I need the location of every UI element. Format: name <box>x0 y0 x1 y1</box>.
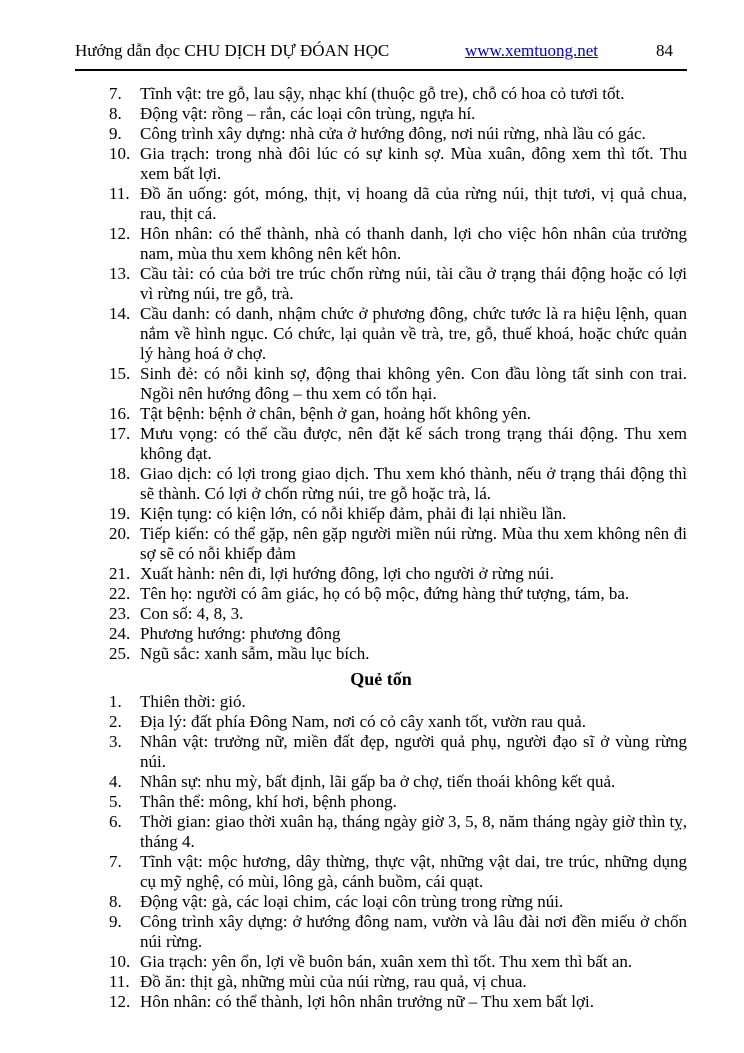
list-item-text: Thân thể: mông, khí hơi, bệnh phong. <box>140 792 397 811</box>
list-item-text: Nhân vật: trưởng nữ, miền đất đẹp, người quả phụ, người đạo sĩ ở vùng rừng núi. <box>140 732 687 771</box>
list-item-text: Cầu danh: có danh, nhậm chức ở phương đông, chức tước là ra hiệu lệnh, quan nắm về hình ngục. Có chức, lại quản về trà, tre, gỗ, thuế khoá, hoặc chức quản lý hàng hoá ở chợ. <box>140 304 687 363</box>
list-item-number: 11. <box>109 972 130 991</box>
list-item <box>75 524 687 564</box>
list-item-number: 3. <box>109 732 122 751</box>
list-item <box>75 264 687 304</box>
list-item <box>75 84 687 104</box>
list-item <box>75 464 687 504</box>
list-item-text: Gia trạch: yên ổn, lợi về buôn bán, xuân xem thì tốt. Thu xem thì bất an. <box>140 952 633 971</box>
list-item-number: 11. <box>109 184 130 203</box>
list-item-text: Ngũ sắc: xanh sẫm, mầu lục bích. <box>140 644 370 663</box>
list-item <box>75 404 687 424</box>
list-item-number: 24. <box>109 624 131 643</box>
list-item <box>75 912 687 952</box>
list-item-text: Hôn nhân: có thể thành, nhà có thanh danh, lợi cho việc hôn nhân của trưởng nam, mùa thu xem không nên kết hôn. <box>140 224 687 263</box>
list-item <box>75 304 687 364</box>
list-item <box>75 952 687 972</box>
list-item <box>75 124 687 144</box>
list-item-text: Xuất hành: nên đi, lợi hướng đông, lợi cho người ở rừng núi. <box>140 564 554 583</box>
list-item-text: Tiếp kiến: có thể gặp, nên gặp người miền núi rừng. Mùa thu xem không nên đi sợ sẽ có nỗi khiếp đảm <box>140 524 687 563</box>
list-item-number: 15. <box>109 364 131 383</box>
list-item <box>75 972 687 992</box>
list-item-text: Tĩnh vật: mộc hương, dây thừng, thực vật, những vật dai, tre trúc, những dụng cụ mỹ nghệ, có mùi, lông gà, cánh buồm, cái quạt. <box>140 852 687 891</box>
list-item-text: Thời gian: giao thời xuân hạ, tháng ngày giờ 3, 5, 8, năm tháng ngày giờ thìn tỵ, tháng 4. <box>140 812 687 851</box>
list-item-number: 9. <box>109 912 122 931</box>
list-item-number: 2. <box>109 712 122 731</box>
list-item <box>75 604 687 624</box>
list-item-number: 14. <box>109 304 131 323</box>
list-item-text: Con số: 4, 8, 3. <box>140 604 244 623</box>
list-item-text: Tên họ: người có âm giác, họ có bộ mộc, đứng hàng thứ tượng, tám, ba. <box>140 584 630 603</box>
list-item-number: 10. <box>109 144 131 163</box>
list-item <box>75 564 687 584</box>
list-item <box>75 812 687 852</box>
list-item-number: 25. <box>109 644 131 663</box>
list-item-number: 19. <box>109 504 131 523</box>
list-item-text: Đồ ăn uống: gót, móng, thịt, vị hoang dã của rừng núi, thịt tươi, vị quả chua, rau, thịt cá. <box>140 184 687 223</box>
list-item-text: Mưu vọng: có thể cầu được, nên đặt kế sách trong trạng thái động. Thu xem không đạt. <box>140 424 687 463</box>
list-item-number: 8. <box>109 892 122 911</box>
list-item-number: 4. <box>109 772 122 791</box>
section-heading-que-ton: Quẻ tốn <box>350 669 412 689</box>
page-header <box>75 40 687 61</box>
list-item-text: Nhân sự: nhu mỳ, bất định, lãi gấp ba ở chợ, tiến thoái không kết quả. <box>140 772 616 791</box>
list-que-ton <box>75 692 687 1012</box>
list-item <box>75 224 687 264</box>
list-item <box>75 892 687 912</box>
list-item <box>75 144 687 184</box>
list-item <box>75 772 687 792</box>
list-item <box>75 712 687 732</box>
list-item-text: Công trình xây dựng: ở hướng đông nam, vườn và lâu đài nơi đền miếu ở chốn núi rừng. <box>140 912 687 951</box>
list-item-number: 21. <box>109 564 131 583</box>
list-item <box>75 852 687 892</box>
list-item <box>75 624 687 644</box>
header-divider <box>75 69 687 71</box>
header-title: Hướng dẫn đọc CHU DỊCH DỰ ĐÓAN HỌC <box>75 41 390 60</box>
list-item-number: 9. <box>109 124 122 143</box>
list-item <box>75 184 687 224</box>
list-item-number: 12. <box>109 224 131 243</box>
list-item-number: 5. <box>109 792 122 811</box>
list-item-number: 13. <box>109 264 131 283</box>
list-item-number: 7. <box>109 84 122 103</box>
list-que-chan <box>75 84 687 664</box>
list-item-number: 16. <box>109 404 131 423</box>
list-item <box>75 732 687 772</box>
list-item-text: Kiện tụng: có kiện lớn, có nỗi khiếp đảm, phải đi lại nhiều lần. <box>140 504 567 523</box>
list-item-number: 7. <box>109 852 122 871</box>
list-item-text: Tật bệnh: bệnh ở chân, bệnh ở gan, hoảng hốt không yên. <box>140 404 531 423</box>
list-item-text: Đồ ăn: thịt gà, những mùi của núi rừng, rau quả, vị chua. <box>140 972 527 991</box>
list-item-number: 12. <box>109 992 131 1011</box>
list-item <box>75 992 687 1012</box>
website-link[interactable]: www.xemtuong.net <box>465 41 598 60</box>
list-item <box>75 364 687 404</box>
page-number: 84 <box>656 41 673 60</box>
list-item-number: 8. <box>109 104 122 123</box>
list-item-number: 22. <box>109 584 131 603</box>
list-item <box>75 104 687 124</box>
list-item <box>75 504 687 524</box>
list-item-text: Công trình xây dựng: nhà cửa ở hướng đông, nơi núi rừng, nhà lầu có gác. <box>140 124 646 143</box>
list-item-number: 17. <box>109 424 131 443</box>
list-item <box>75 792 687 812</box>
list-item-text: Địa lý: đất phía Đông Nam, nơi có cỏ cây xanh tốt, vườn rau quả. <box>140 712 586 731</box>
list-item-text: Giao dịch: có lợi trong giao dịch. Thu xem khó thành, nếu ở trạng thái động thì sẽ thành. Có lợi ở chốn rừng núi, tre gỗ hoặc trà, lá. <box>140 464 687 503</box>
list-item-text: Cầu tài: có của bởi tre trúc chốn rừng núi, tài cầu ở trạng thái động hoặc có lợi vì rừng núi, tre gỗ, trà. <box>140 264 687 303</box>
list-item-number: 23. <box>109 604 131 623</box>
list-item-number: 1. <box>109 692 122 711</box>
list-item-text: Hôn nhân: có thể thành, lợi hôn nhân trưởng nữ – Thu xem bất lợi. <box>140 992 594 1011</box>
list-item <box>75 644 687 664</box>
list-item-text: Động vật: rồng – rắn, các loại côn trùng, ngựa hí. <box>140 104 476 123</box>
list-item-text: Phương hướng: phương đông <box>140 624 341 643</box>
list-item-number: 20. <box>109 524 131 543</box>
list-item-text: Tĩnh vật: tre gỗ, lau sậy, nhạc khí (thuộc gỗ tre), chỗ có hoa cỏ tươi tốt. <box>140 84 625 103</box>
list-item-text: Thiên thời: gió. <box>140 692 246 711</box>
list-item <box>75 584 687 604</box>
list-item-number: 18. <box>109 464 131 483</box>
list-item-text: Sinh đẻ: có nỗi kinh sợ, động thai không yên. Con đầu lòng tất sinh con trai. Ngồi nên hướng đông – thu xem có tổn hại. <box>140 364 687 403</box>
list-item-number: 10. <box>109 952 131 971</box>
list-item <box>75 424 687 464</box>
body-text <box>75 84 687 1012</box>
list-item-text: Động vật: gà, các loại chim, các loại côn trùng trong rừng núi. <box>140 892 564 911</box>
list-item <box>75 692 687 712</box>
list-item-number: 6. <box>109 812 122 831</box>
list-item-text: Gia trạch: trong nhà đôi lúc có sự kinh sợ. Mùa xuân, đông xem thì tốt. Thu xem bất lợi. <box>140 144 687 183</box>
